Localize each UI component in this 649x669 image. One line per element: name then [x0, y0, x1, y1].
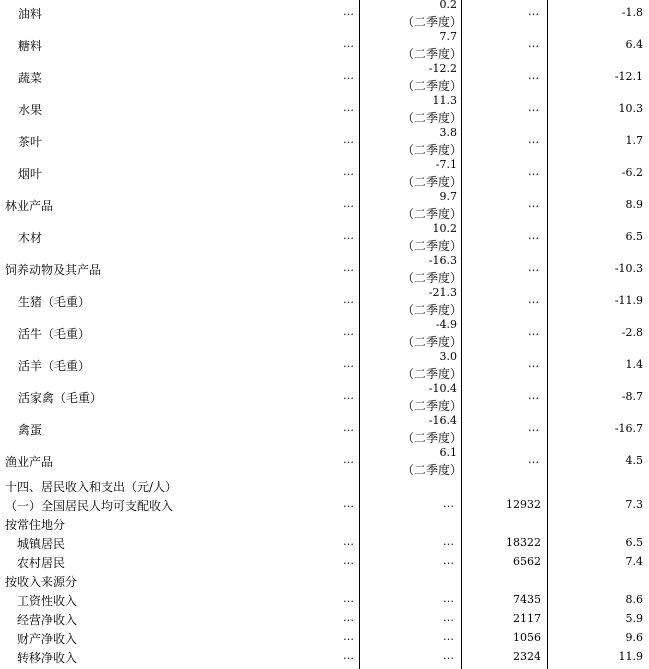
growth-value: 8.6: [625, 593, 643, 606]
amount-value: 18322: [506, 536, 541, 549]
cumulative-value: -11.9: [614, 294, 643, 307]
ellipsis-col2: …: [343, 592, 353, 605]
row-label: 生猪（毛重）: [18, 295, 91, 309]
ellipsis-col2: …: [343, 293, 353, 306]
ellipsis-col2: …: [343, 229, 353, 242]
ellipsis-col3: …: [443, 497, 453, 510]
row-label: 经营净收入: [17, 613, 78, 627]
ellipsis-col4: …: [528, 421, 538, 434]
ellipsis-col2: …: [343, 357, 353, 370]
quarter-note: （二季度）: [402, 271, 463, 285]
quarter-note: （二季度）: [402, 47, 463, 61]
cumulative-value: 10.3: [618, 102, 643, 115]
table-row: [0, 156, 649, 188]
row-label: 财产净收入: [17, 632, 78, 646]
table-row: [0, 380, 649, 412]
cumulative-value: -1.8: [621, 6, 643, 19]
ellipsis-col4: …: [528, 197, 538, 210]
table-row: [0, 496, 649, 515]
quarter-note: （二季度）: [402, 239, 463, 253]
quarter-note: （二季度）: [402, 143, 463, 157]
ellipsis-col4: …: [528, 453, 538, 466]
amount-value: 1056: [513, 631, 541, 644]
row-label: 茶叶: [18, 135, 43, 149]
amount-value: 7435: [513, 593, 541, 606]
table-row: [0, 92, 649, 124]
ellipsis-col4: …: [528, 357, 538, 370]
quarter-value: -16.3: [428, 254, 457, 267]
ellipsis-col4: …: [528, 389, 538, 402]
table-row: [0, 188, 649, 220]
growth-value: 11.9: [618, 650, 643, 663]
table-row: [0, 610, 649, 629]
cumulative-value: -10.3: [614, 262, 643, 275]
ellipsis-col3: …: [443, 592, 453, 605]
row-label: 城镇居民: [17, 537, 66, 551]
ellipsis-col2: …: [343, 325, 353, 338]
row-label: 按收入来源分: [5, 575, 78, 589]
row-label: （一）全国居民人均可支配收入: [5, 499, 174, 513]
ellipsis-col2: …: [343, 37, 353, 50]
ellipsis-col2: …: [343, 5, 353, 18]
ellipsis-col4: …: [528, 5, 538, 18]
quarter-value: -12.2: [428, 62, 457, 75]
quarter-note: （二季度）: [402, 175, 463, 189]
quarter-note: （二季度）: [402, 207, 463, 221]
table-row: [0, 0, 649, 28]
row-label: 蔬菜: [18, 71, 43, 85]
quarter-value: 6.1: [439, 446, 457, 459]
table-row: [0, 220, 649, 252]
quarter-value: 7.7: [439, 30, 457, 43]
ellipsis-col2: …: [343, 453, 353, 466]
growth-value: 5.9: [625, 612, 643, 625]
quarter-value: 3.8: [439, 126, 457, 139]
row-label: 饲养动物及其产品: [5, 263, 102, 277]
ellipsis-col2: …: [343, 497, 353, 510]
ellipsis-col2: …: [343, 649, 353, 662]
quarter-value: 0.2: [439, 0, 457, 11]
table-row: [0, 629, 649, 648]
row-label: 渔业产品: [5, 455, 54, 469]
ellipsis-col4: …: [528, 261, 538, 274]
quarter-note: （二季度）: [402, 431, 463, 445]
ellipsis-col2: …: [343, 535, 353, 548]
cumulative-value: -16.7: [614, 422, 643, 435]
cumulative-value: 4.5: [625, 454, 643, 467]
quarter-value: -4.9: [435, 318, 457, 331]
table-row: [0, 284, 649, 316]
cumulative-value: 1.4: [625, 358, 643, 371]
table-row: [0, 252, 649, 284]
quarter-note: （二季度）: [402, 399, 463, 413]
quarter-note: （二季度）: [402, 463, 463, 477]
amount-value: 2117: [513, 612, 541, 625]
cumulative-value: 1.7: [625, 134, 643, 147]
ellipsis-col2: …: [343, 197, 353, 210]
table-row: [0, 591, 649, 610]
quarter-note: （二季度）: [402, 367, 463, 381]
quarter-note: （二季度）: [402, 15, 463, 29]
cumulative-value: 6.4: [625, 38, 643, 51]
ellipsis-col2: …: [343, 101, 353, 114]
growth-value: 7.4: [625, 555, 643, 568]
table-row: [0, 534, 649, 553]
quarter-value: 10.2: [432, 222, 457, 235]
quarter-value: 9.7: [439, 190, 457, 203]
table-row: [0, 444, 649, 476]
cumulative-value: -12.1: [614, 70, 643, 83]
ellipsis-col4: …: [528, 229, 538, 242]
amount-value: 12932: [506, 498, 541, 511]
ellipsis-col2: …: [343, 69, 353, 82]
quarter-value: 11.3: [432, 94, 457, 107]
ellipsis-col2: …: [343, 421, 353, 434]
section-header: 十四、居民收入和支出（元/人）: [5, 480, 178, 494]
cumulative-value: -6.2: [621, 166, 643, 179]
table-row: [0, 648, 649, 667]
ellipsis-col4: …: [528, 133, 538, 146]
ellipsis-col4: …: [528, 37, 538, 50]
row-label: 烟叶: [18, 167, 43, 181]
cumulative-value: 6.5: [625, 230, 643, 243]
quarter-note: （二季度）: [402, 111, 463, 125]
table-row: [0, 515, 649, 534]
row-label: 林业产品: [5, 199, 54, 213]
ellipsis-col2: …: [343, 554, 353, 567]
quarter-note: （二季度）: [402, 335, 463, 349]
row-label: 农村居民: [17, 556, 66, 570]
ellipsis-col2: …: [343, 389, 353, 402]
quarter-value: 3.0: [439, 350, 457, 363]
row-label: 糖料: [18, 39, 43, 53]
table-row: [0, 316, 649, 348]
ellipsis-col3: …: [443, 611, 453, 624]
table-row: [0, 124, 649, 156]
row-label: 木材: [18, 231, 43, 245]
row-label: 活牛（毛重）: [18, 327, 91, 341]
row-label: 水果: [18, 103, 43, 117]
cumulative-value: -2.8: [621, 326, 643, 339]
row-label: 转移净收入: [17, 651, 78, 665]
ellipsis-col4: …: [528, 165, 538, 178]
table-row: [0, 572, 649, 591]
growth-value: 7.3: [625, 498, 643, 511]
amount-value: 2324: [513, 650, 541, 663]
row-label: 禽蛋: [18, 423, 43, 437]
ellipsis-col3: …: [443, 554, 453, 567]
row-label: 活家禽（毛重）: [18, 391, 103, 405]
ellipsis-col2: …: [343, 133, 353, 146]
ellipsis-col2: …: [343, 611, 353, 624]
table-row: [0, 553, 649, 572]
row-label: 油料: [18, 7, 43, 21]
cumulative-value: -8.7: [621, 390, 643, 403]
row-label: 活羊（毛重）: [18, 359, 91, 373]
ellipsis-col2: …: [343, 165, 353, 178]
ellipsis-col3: …: [443, 649, 453, 662]
ellipsis-col2: …: [343, 630, 353, 643]
quarter-note: （二季度）: [402, 303, 463, 317]
ellipsis-col4: …: [528, 293, 538, 306]
ellipsis-col3: …: [443, 535, 453, 548]
ellipsis-col4: …: [528, 101, 538, 114]
amount-value: 6562: [513, 555, 541, 568]
table-row: [0, 412, 649, 444]
ellipsis-col3: …: [443, 630, 453, 643]
ellipsis-col2: …: [343, 261, 353, 274]
table-row: [0, 348, 649, 380]
quarter-note: （二季度）: [402, 79, 463, 93]
row-label: 工资性收入: [17, 594, 78, 608]
table-row: [0, 60, 649, 92]
row-label: 按常住地分: [5, 518, 66, 532]
growth-value: 9.6: [625, 631, 643, 644]
ellipsis-col4: …: [528, 325, 538, 338]
quarter-value: -16.4: [428, 414, 457, 427]
cumulative-value: 8.9: [625, 198, 643, 211]
quarter-value: -7.1: [435, 158, 457, 171]
table-row: [0, 28, 649, 60]
quarter-value: -10.4: [428, 382, 457, 395]
ellipsis-col4: …: [528, 69, 538, 82]
growth-value: 6.5: [625, 536, 643, 549]
quarter-value: -21.3: [428, 286, 457, 299]
